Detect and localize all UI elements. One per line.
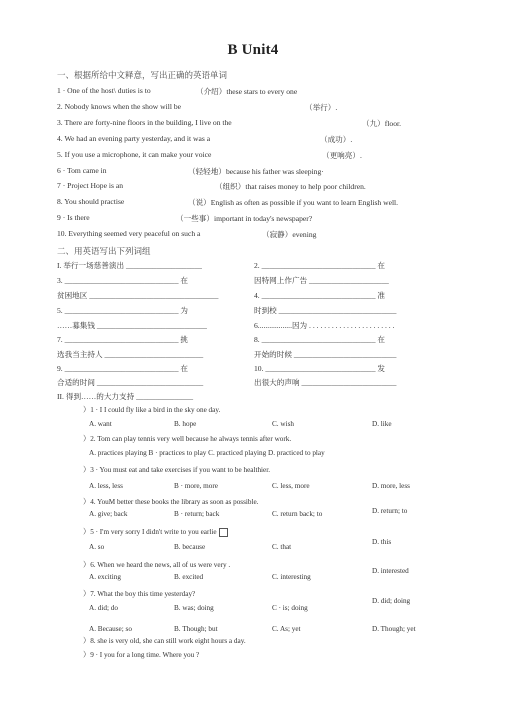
question-option: D. return; to	[372, 507, 408, 515]
part1-item-hint: （举行）.	[305, 102, 338, 112]
part1-item: 1 · One of the host\ duties is to	[57, 86, 151, 95]
part2-heading: 二、用英语写出下列词组	[57, 246, 151, 256]
part2-right-line: 出很大的声响 _________________________	[254, 378, 397, 387]
question-option: B. Though; but	[174, 625, 218, 633]
question-option: C. less, more	[272, 482, 310, 490]
question-option: A. want	[89, 420, 112, 428]
part1-heading: 一、根据所给中文释意，写出正确的英语单词	[57, 70, 228, 80]
question-option: C. return back; to	[272, 510, 323, 518]
part1-item-hint: （介绍）these stars to every one	[196, 87, 298, 96]
question-stem: ）8. she is very old, she can still work eight hours a day.	[83, 637, 246, 645]
question-option: B. was; doing	[174, 604, 214, 612]
question-option: A. less, less	[89, 482, 123, 490]
question-option: A. give; back	[89, 510, 128, 518]
question-stem: ）2. Tom can play tennis very well because he always tennis after work.	[83, 435, 292, 443]
part1-item-hint: （寂静）evening	[262, 230, 317, 240]
part2-right-line: 8. ______________________________ 在	[254, 335, 385, 344]
part2-left-line: 合适的时间 ____________________________	[57, 378, 204, 387]
question-option: A. exciting	[89, 573, 121, 581]
part1-item: 7 · Project Hope is an	[57, 181, 124, 191]
part2-left-line: 3. ______________________________ 在	[57, 276, 188, 285]
part2-left-line: 5. ______________________________ 为	[57, 306, 188, 315]
question-option: D. like	[372, 420, 392, 428]
part1-item: 3. There are forty-nine floors in the building, I live on the	[57, 117, 232, 127]
part1-item: 2. Nobody knows when the show will be	[57, 101, 182, 111]
part2-right-line: 10. _____________________________ 发	[254, 364, 385, 373]
question-option: A. did; do	[89, 604, 118, 612]
part2-left-line: 贫困地区 __________________________________	[57, 291, 219, 300]
question-stem: ）3 · You must eat and take exercises if you want to be healthier.	[83, 466, 271, 474]
question-stem: ）5 · I'm very sorry I didn't write to you earlie	[83, 527, 228, 537]
part2-left-line: 9. ______________________________ 在	[57, 364, 188, 373]
question-option: D. interested	[372, 567, 409, 575]
part1-item-hint: （一些事）important in today's newspaper?	[176, 214, 313, 224]
question-stem: ）7. What the boy this time yesterday?	[83, 590, 196, 598]
part1-item-hint: （九）floor.	[362, 118, 402, 128]
question-option: D. Though; yet	[372, 625, 416, 633]
part2-right-line: 时到校 _______________________________	[254, 306, 397, 315]
question-option: B. excited	[174, 573, 204, 581]
question-option: A. Because; so	[89, 625, 132, 633]
part1-item: 6 · Tom came in	[57, 165, 107, 175]
question-option: C. that	[272, 543, 292, 551]
part1-item-hint: （轻轻地）because his father was sleeping·	[188, 166, 324, 176]
question-option: A. practices playing B · practices to play C. practiced playing D. practiced to play	[89, 449, 325, 457]
part2-left-line: I. 举行一场慈善演出 ____________________	[57, 261, 202, 270]
part1-item: 9 · Is there	[57, 213, 90, 223]
question-option: C · is; doing	[272, 604, 308, 612]
question-stem: ）6. When we heard the news, all of us were very .	[83, 561, 231, 569]
part1-item: 10. Everything seemed very peaceful on such a	[57, 229, 201, 239]
question-stem: ）4. YouM better these books the library as soon as possible.	[83, 498, 259, 506]
question-option: A. so	[89, 543, 105, 551]
part2-left-line: 7. ______________________________ 挑	[57, 335, 188, 344]
part2-right-line: 4. ______________________________ 准	[254, 291, 385, 300]
part1-item-hint: （说）English as often as possible if you want to learn English well.	[188, 198, 399, 208]
part2-right-line: 因特网上作广告 _____________________	[254, 276, 389, 285]
part1-item-hint: （更响亮）.	[322, 150, 362, 160]
question-option: D. more, less	[372, 482, 410, 490]
question-option: D. did; doing	[372, 597, 411, 605]
part1-item: 4. We had an evening party yesterday, and it was a	[57, 133, 211, 143]
part2-right-line: 6..................因为 . . . . . . . . . . . . . . . . . . . . . . .	[254, 321, 395, 330]
part2-right-line: 开始的时候 ___________________________	[254, 350, 397, 359]
part2-left-line: ……募集钱 _____________________________	[57, 321, 207, 330]
question-option: C. wish	[272, 420, 294, 428]
part1-item: 8. You should practise	[57, 197, 125, 207]
part1-item-hint: （成功）.	[320, 134, 353, 144]
question-option: B · more, more	[174, 482, 218, 490]
question-option: C. As; yet	[272, 625, 301, 633]
part1-item-hint: （组织）that raises money to help poor children.	[215, 182, 366, 192]
part2-left-line: 选我当主持人 __________________________	[57, 350, 204, 359]
question-stem: ）1 · I I could fly like a bird in the sky one day.	[83, 406, 221, 414]
part2-right-line: 2. ______________________________ 在	[254, 261, 385, 270]
question-option: C. interesting	[272, 573, 311, 581]
question-option: B. hope	[174, 420, 197, 428]
part1-item: 5. If you use a microphone, it can make your voice	[57, 149, 212, 159]
page-title: B Unit4	[227, 42, 279, 58]
question-option: D. this	[372, 538, 392, 546]
question-option: B. because	[174, 543, 206, 551]
part2-left-line: II. 得到……的大力支持 _______________	[57, 392, 194, 401]
answer-box	[219, 528, 228, 537]
question-option: B · return; back	[174, 510, 220, 518]
question-stem: ）9 · I you for a long time. Where you ?	[83, 651, 200, 659]
